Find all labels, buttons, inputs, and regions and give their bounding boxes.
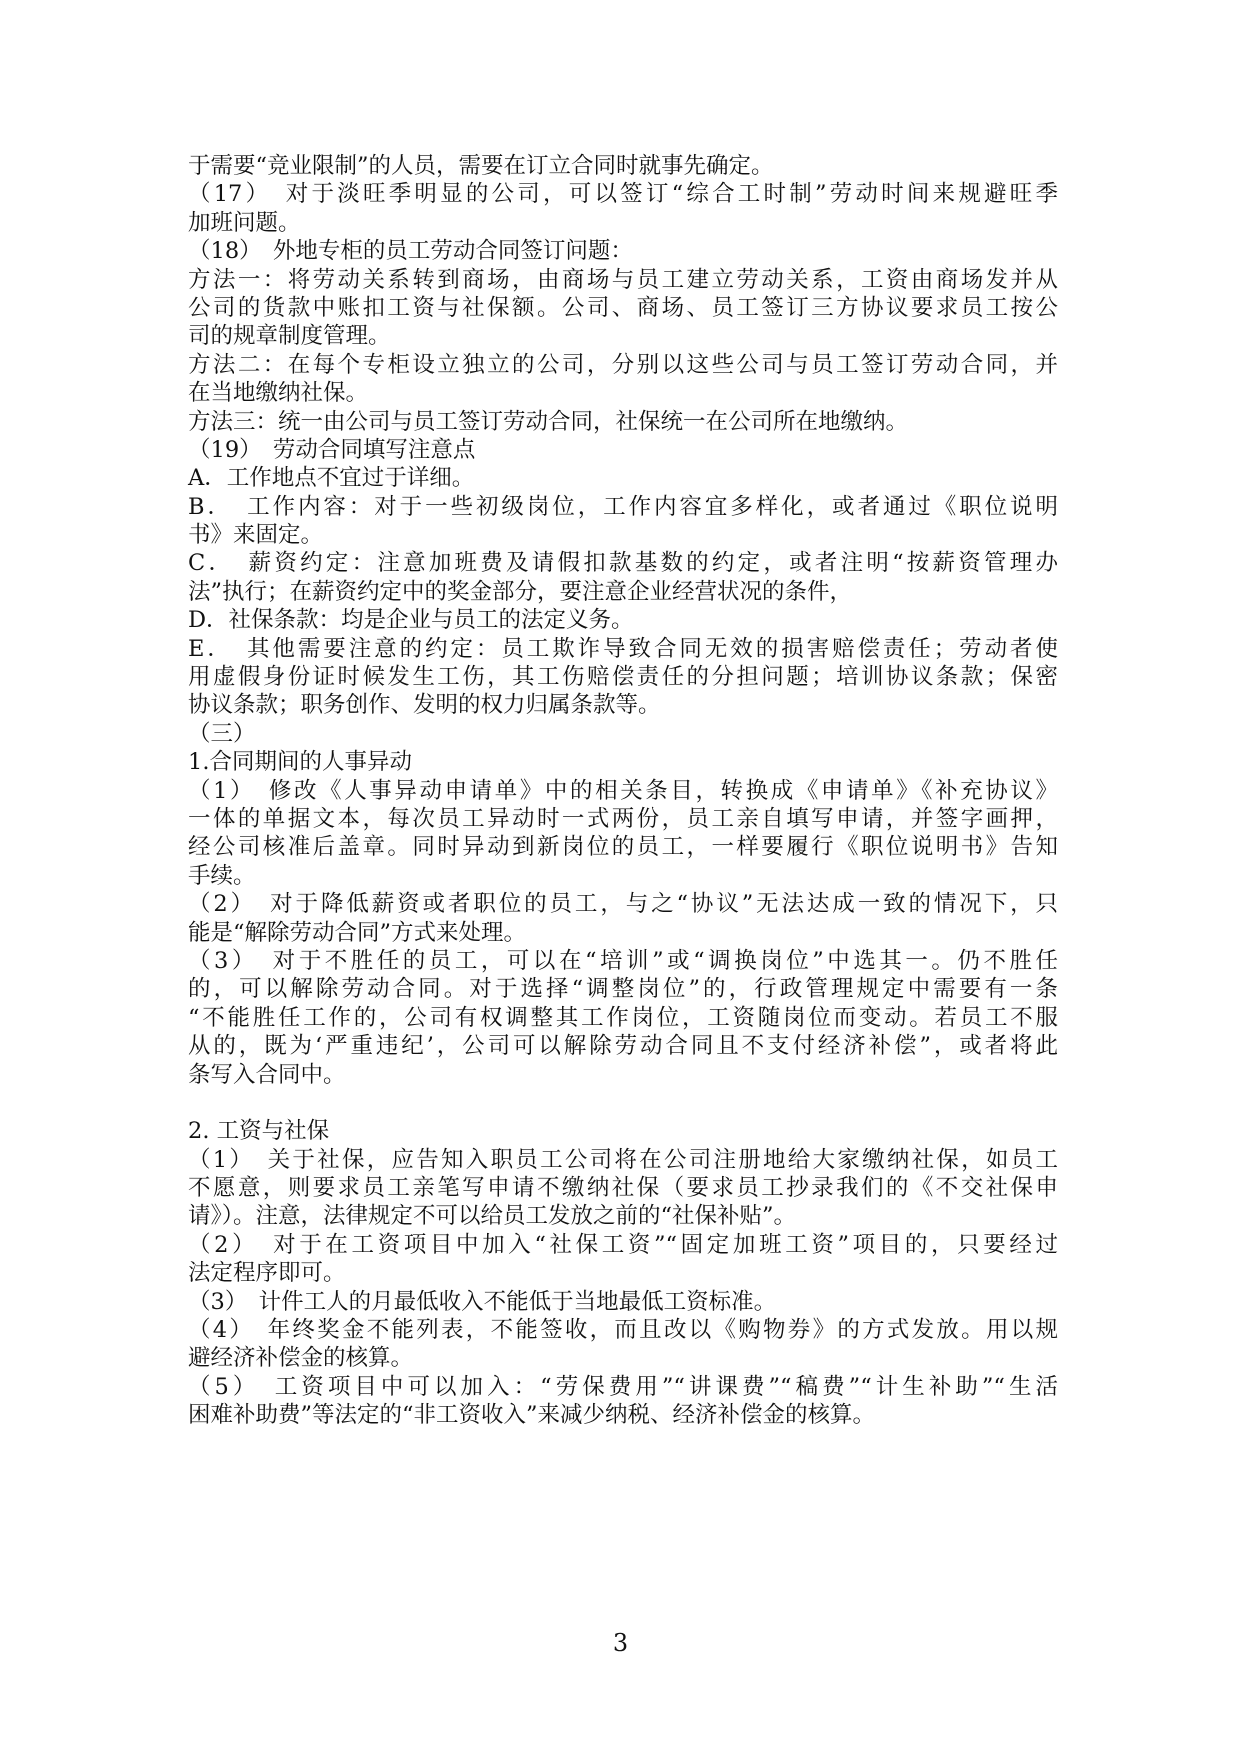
text-line: “不能胜任工作的，公司有权调整其工作岗位，工资随岗位而变动。若员工不服: [188, 1004, 1058, 1031]
text-line: 加班问题。: [188, 209, 301, 236]
text-line: 用虚假身份证时候发生工伤，其工伤赔偿责任的分担问题；培训协议条款；保密: [188, 664, 1058, 691]
text-line: （三）: [188, 720, 256, 747]
text-line: 从的，既为‘严重违纪’，公司可以解除劳动合同且不支付经济补偿”，或者将此: [188, 1033, 1058, 1060]
text-line: 请》）。注意，法律规定不可以给员工发放之前的“社保补贴”。: [188, 1203, 797, 1230]
text-line: 经公司核准后盖章。同时异动到新岗位的员工，一样要履行《职位说明书》告知: [188, 834, 1058, 861]
text-line: 避经济补偿金的核算。: [188, 1345, 414, 1372]
text-line: （4） 年终奖金不能列表，不能签收，而且改以《购物券》的方式发放。用以规: [188, 1317, 1058, 1344]
text-line: 1.合同期间的人事异动: [188, 749, 412, 776]
text-line: 条写入合同中。: [188, 1061, 346, 1088]
text-line: 协议条款；职务创作、发明的权力归属条款等。: [188, 692, 661, 719]
text-line: （1） 关于社保，应告知入职员工公司将在公司注册地给大家缴纳社保，如员工: [188, 1146, 1058, 1173]
text-line: 不愿意，则要求员工亲笔写申请不缴纳社保（要求员工抄录我们的《不交社保申: [188, 1175, 1058, 1202]
text-line: 司的规章制度管理。: [188, 323, 391, 350]
text-line: （3） 对于不胜任的员工，可以在“培训”或“调换岗位”中选其一。仍不胜任: [188, 947, 1058, 974]
text-line: A．工作地点不宜过于详细。: [188, 465, 475, 492]
text-line: 方法一：将劳动关系转到商场，由商场与员工建立劳动关系，工资由商场发并从: [188, 266, 1058, 293]
text-line: 公司的货款中账扣工资与社保额。公司、商场、员工签订三方协议要求员工按公: [188, 294, 1058, 321]
text-line: 法定程序即可。: [188, 1260, 346, 1287]
text-line: 方法三：统一由公司与员工签订劳动合同，社保统一在公司所在地缴纳。: [188, 408, 909, 435]
text-line: 在当地缴纳社保。: [188, 380, 369, 407]
text-line: B． 工作内容：对于一些初级岗位，工作内容宜多样化，或者通过《职位说明: [188, 493, 1058, 520]
text-line: 的，可以解除劳动合同。对于选择“调整岗位”的，行政管理规定中需要有一条: [188, 976, 1058, 1003]
document-body: [188, 152, 1058, 1430]
text-line: 于需要“竞业限制”的人员，需要在订立合同时就事先确定。: [188, 153, 774, 179]
text-line: （5） 工资项目中可以加入：“劳保费用”“讲课费”“稿费”“计生补助”“生活: [188, 1373, 1058, 1400]
text-line: D．社保条款：均是企业与员工的法定义务。: [188, 607, 634, 634]
text-line: 法”执行；在薪资约定中的奖金部分，要注意企业经营状况的条件，: [188, 578, 853, 605]
text-line: 方法二：在每个专柜设立独立的公司，分别以这些公司与员工签订劳动合同，并: [188, 351, 1058, 378]
text-line: E． 其他需要注意的约定：员工欺诈导致合同无效的损害赔偿责任；劳动者使: [188, 635, 1058, 662]
text-line: （19） 劳动合同填写注意点: [188, 436, 476, 463]
text-line: 2. 工资与社保: [188, 1118, 330, 1145]
text-line: 书》来固定。: [188, 522, 324, 549]
text-line: （18） 外地专柜的员工劳动合同签订问题：: [188, 238, 633, 265]
text-line: （2） 对于降低薪资或者职位的员工，与之“协议”无法达成一致的情况下，只: [188, 891, 1058, 918]
text-line: （17） 对于淡旺季明显的公司，可以签订“综合工时制”劳动时间来规避旺季: [188, 181, 1058, 208]
text-line: 能是“解除劳动合同”方式来处理。: [188, 919, 527, 946]
page-number: 3: [612, 1629, 629, 1657]
text-line: （2） 对于在工资项目中加入“社保工资”“固定加班工资”项目的，只要经过: [188, 1231, 1058, 1258]
text-line: 困难补助费”等法定的“非工资收入”来减少纳税、经济补偿金的核算。: [188, 1402, 876, 1429]
text-line: 一体的单据文本，每次员工异动时一式两份，员工亲自填写申请，并签字画押，: [188, 805, 1058, 832]
text-line: （1） 修改《人事异动申请单》中的相关条目，转换成《申请单》《补充协议》: [188, 777, 1058, 804]
text-line: （3） 计件工人的月最低收入不能低于当地最低工资标准。: [188, 1288, 777, 1315]
text-line: C． 薪资约定：注意加班费及请假扣款基数的约定，或者注明“按薪资管理办: [188, 550, 1058, 577]
text-line: 手续。: [188, 862, 256, 889]
blank-line: [188, 1089, 1058, 1117]
